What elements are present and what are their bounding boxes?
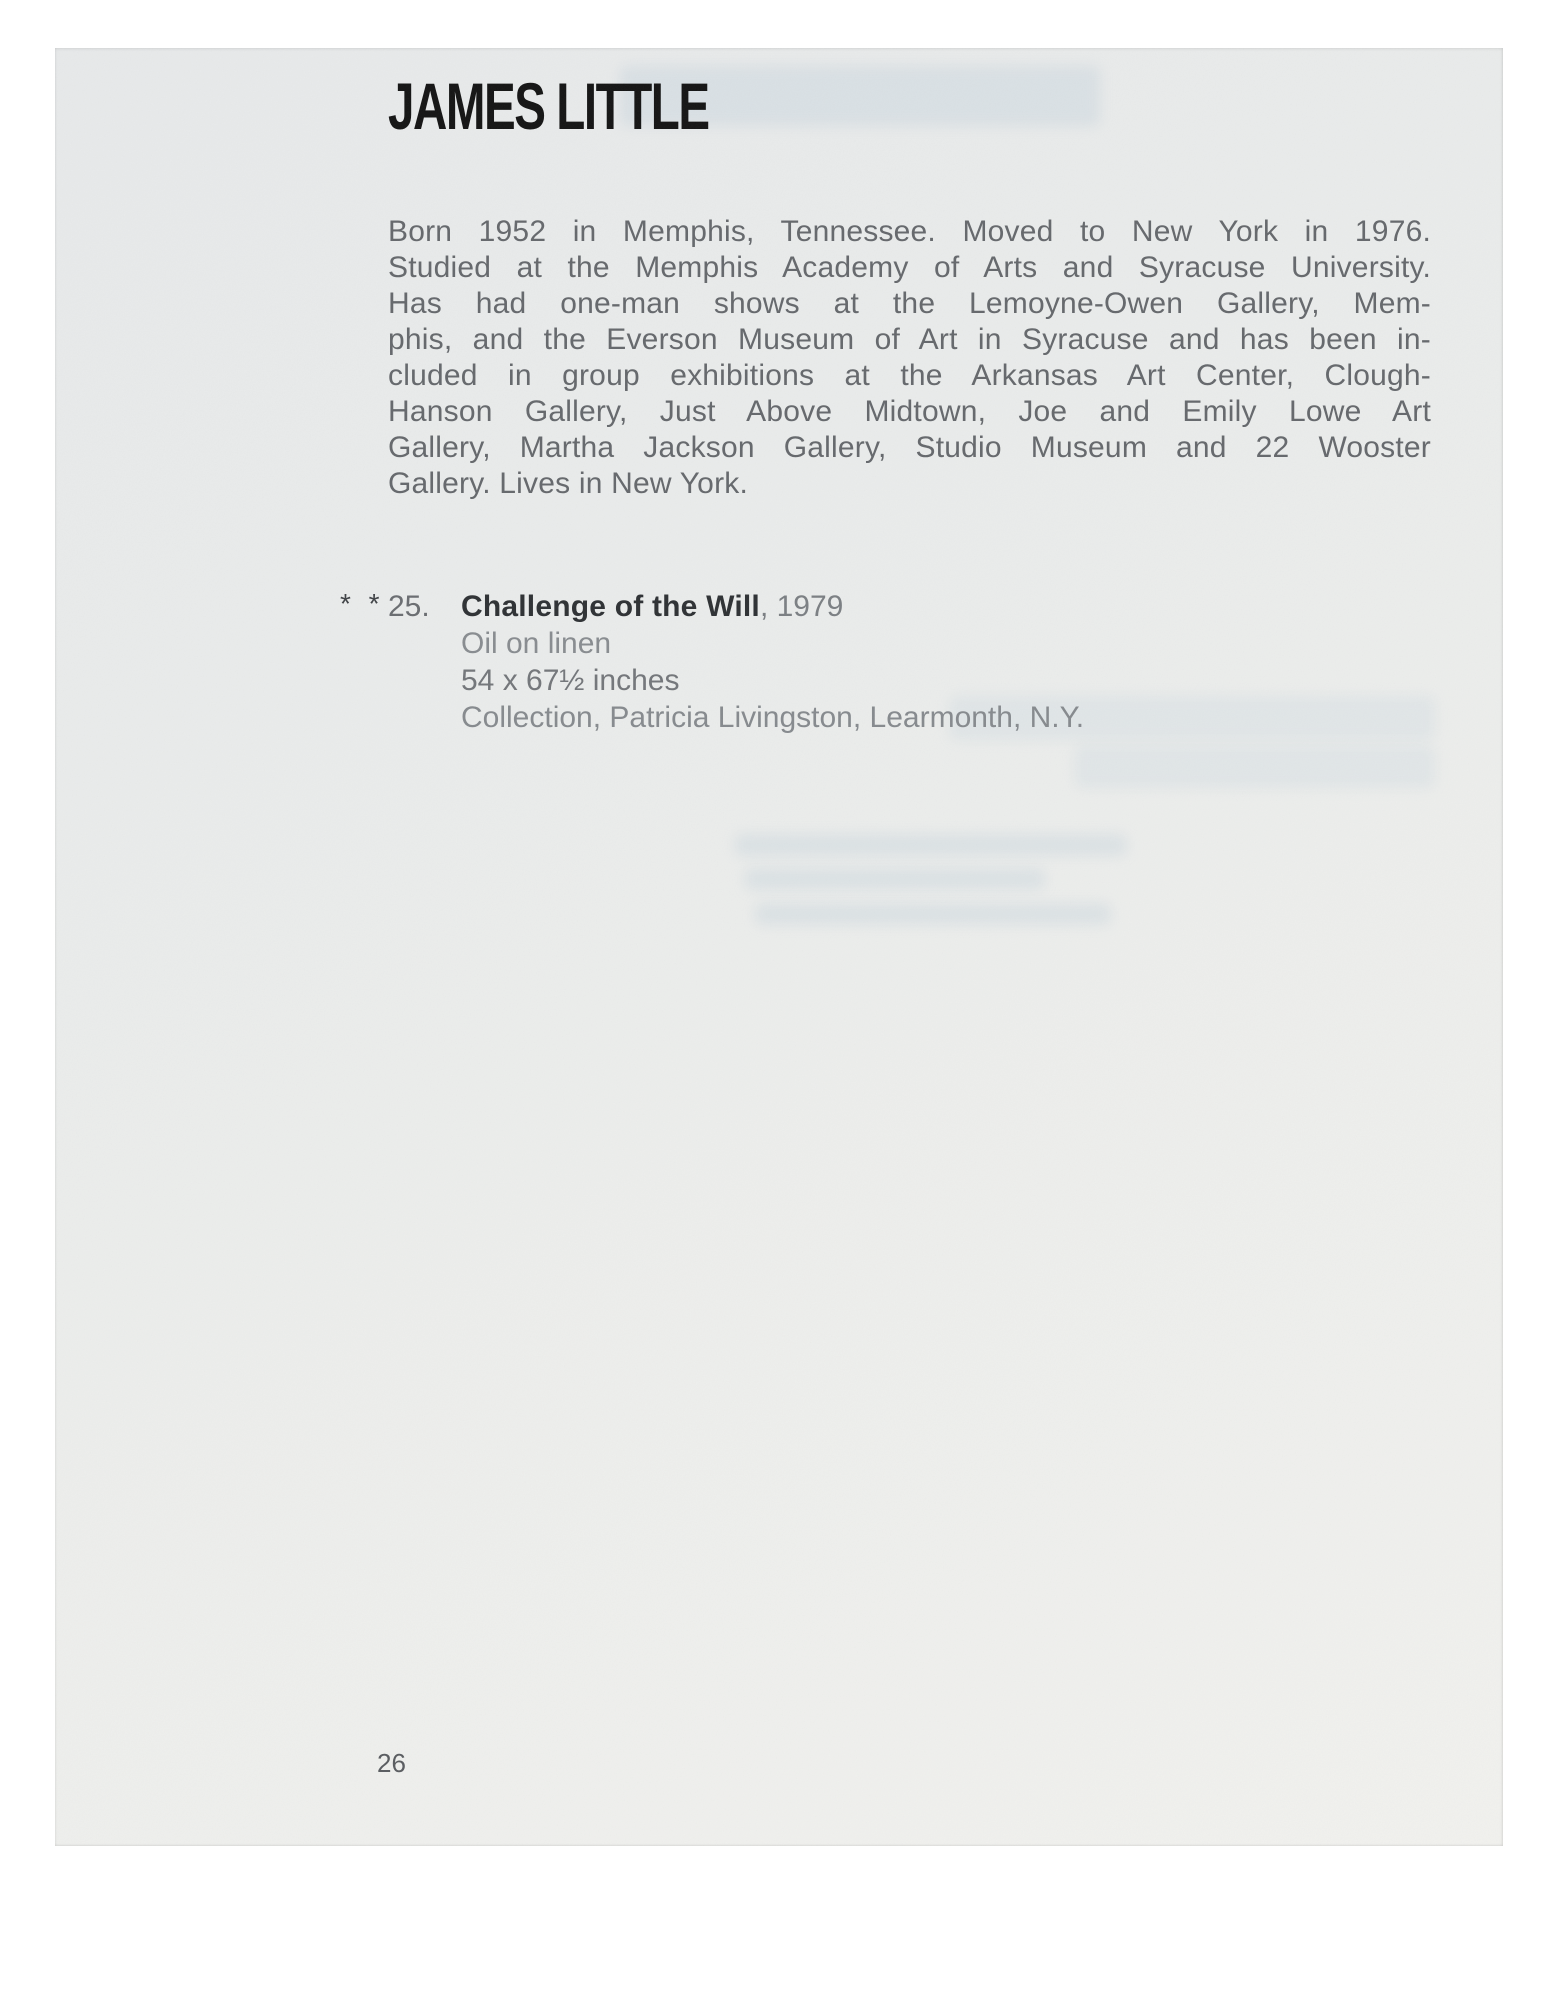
catalog-entry: [340, 588, 1084, 736]
artwork-dimensions: 54 x 67½ inches: [461, 664, 680, 697]
show-through-ghost-line-2: [745, 868, 1045, 890]
entry-number: 25.: [388, 590, 430, 623]
entry-title-line: [461, 588, 1084, 625]
artwork-collection-credit: Collection, Patricia Livingston, Learmonth, N.Y.: [461, 701, 1085, 734]
entry-details: [461, 588, 1084, 736]
catalog-page: [55, 48, 1503, 1846]
biography-line: cluded in group exhibitions at the Arkansas Art Center, Clough-: [388, 359, 1431, 392]
biography-line: Gallery. Lives in New York.: [388, 467, 748, 500]
artwork-title: Challenge of the Will: [461, 590, 760, 623]
biography-line: Hanson Gallery, Just Above Midtown, Joe and Emily Lowe Art: [388, 395, 1431, 428]
show-through-ghost-line-3: [755, 903, 1111, 925]
show-through-ghost-band-2: [1075, 746, 1435, 788]
artist-name-heading: JAMES LITTLE: [388, 69, 709, 143]
biography-line: Born 1952 in Memphis, Tennessee. Moved to New York in 1976.: [388, 215, 1431, 248]
show-through-ghost-line-1: [735, 834, 1127, 856]
biography-line: phis, and the Everson Museum of Art in Syracuse and has been in-: [388, 323, 1431, 356]
biography-line: Gallery, Martha Jackson Gallery, Studio Museum and 22 Wooster: [388, 431, 1431, 464]
artwork-date: , 1979: [759, 590, 844, 623]
page-number: 26: [377, 1748, 406, 1778]
biography-line: Has had one-man shows at the Lemoyne-Owen Gallery, Mem-: [388, 287, 1431, 320]
entry-asterisk-marker: * *: [340, 588, 385, 619]
biography-line: Studied at the Memphis Academy of Arts and Syracuse University.: [388, 251, 1431, 284]
biography-paragraph: [388, 214, 1431, 502]
artwork-medium: Oil on linen: [461, 627, 612, 660]
